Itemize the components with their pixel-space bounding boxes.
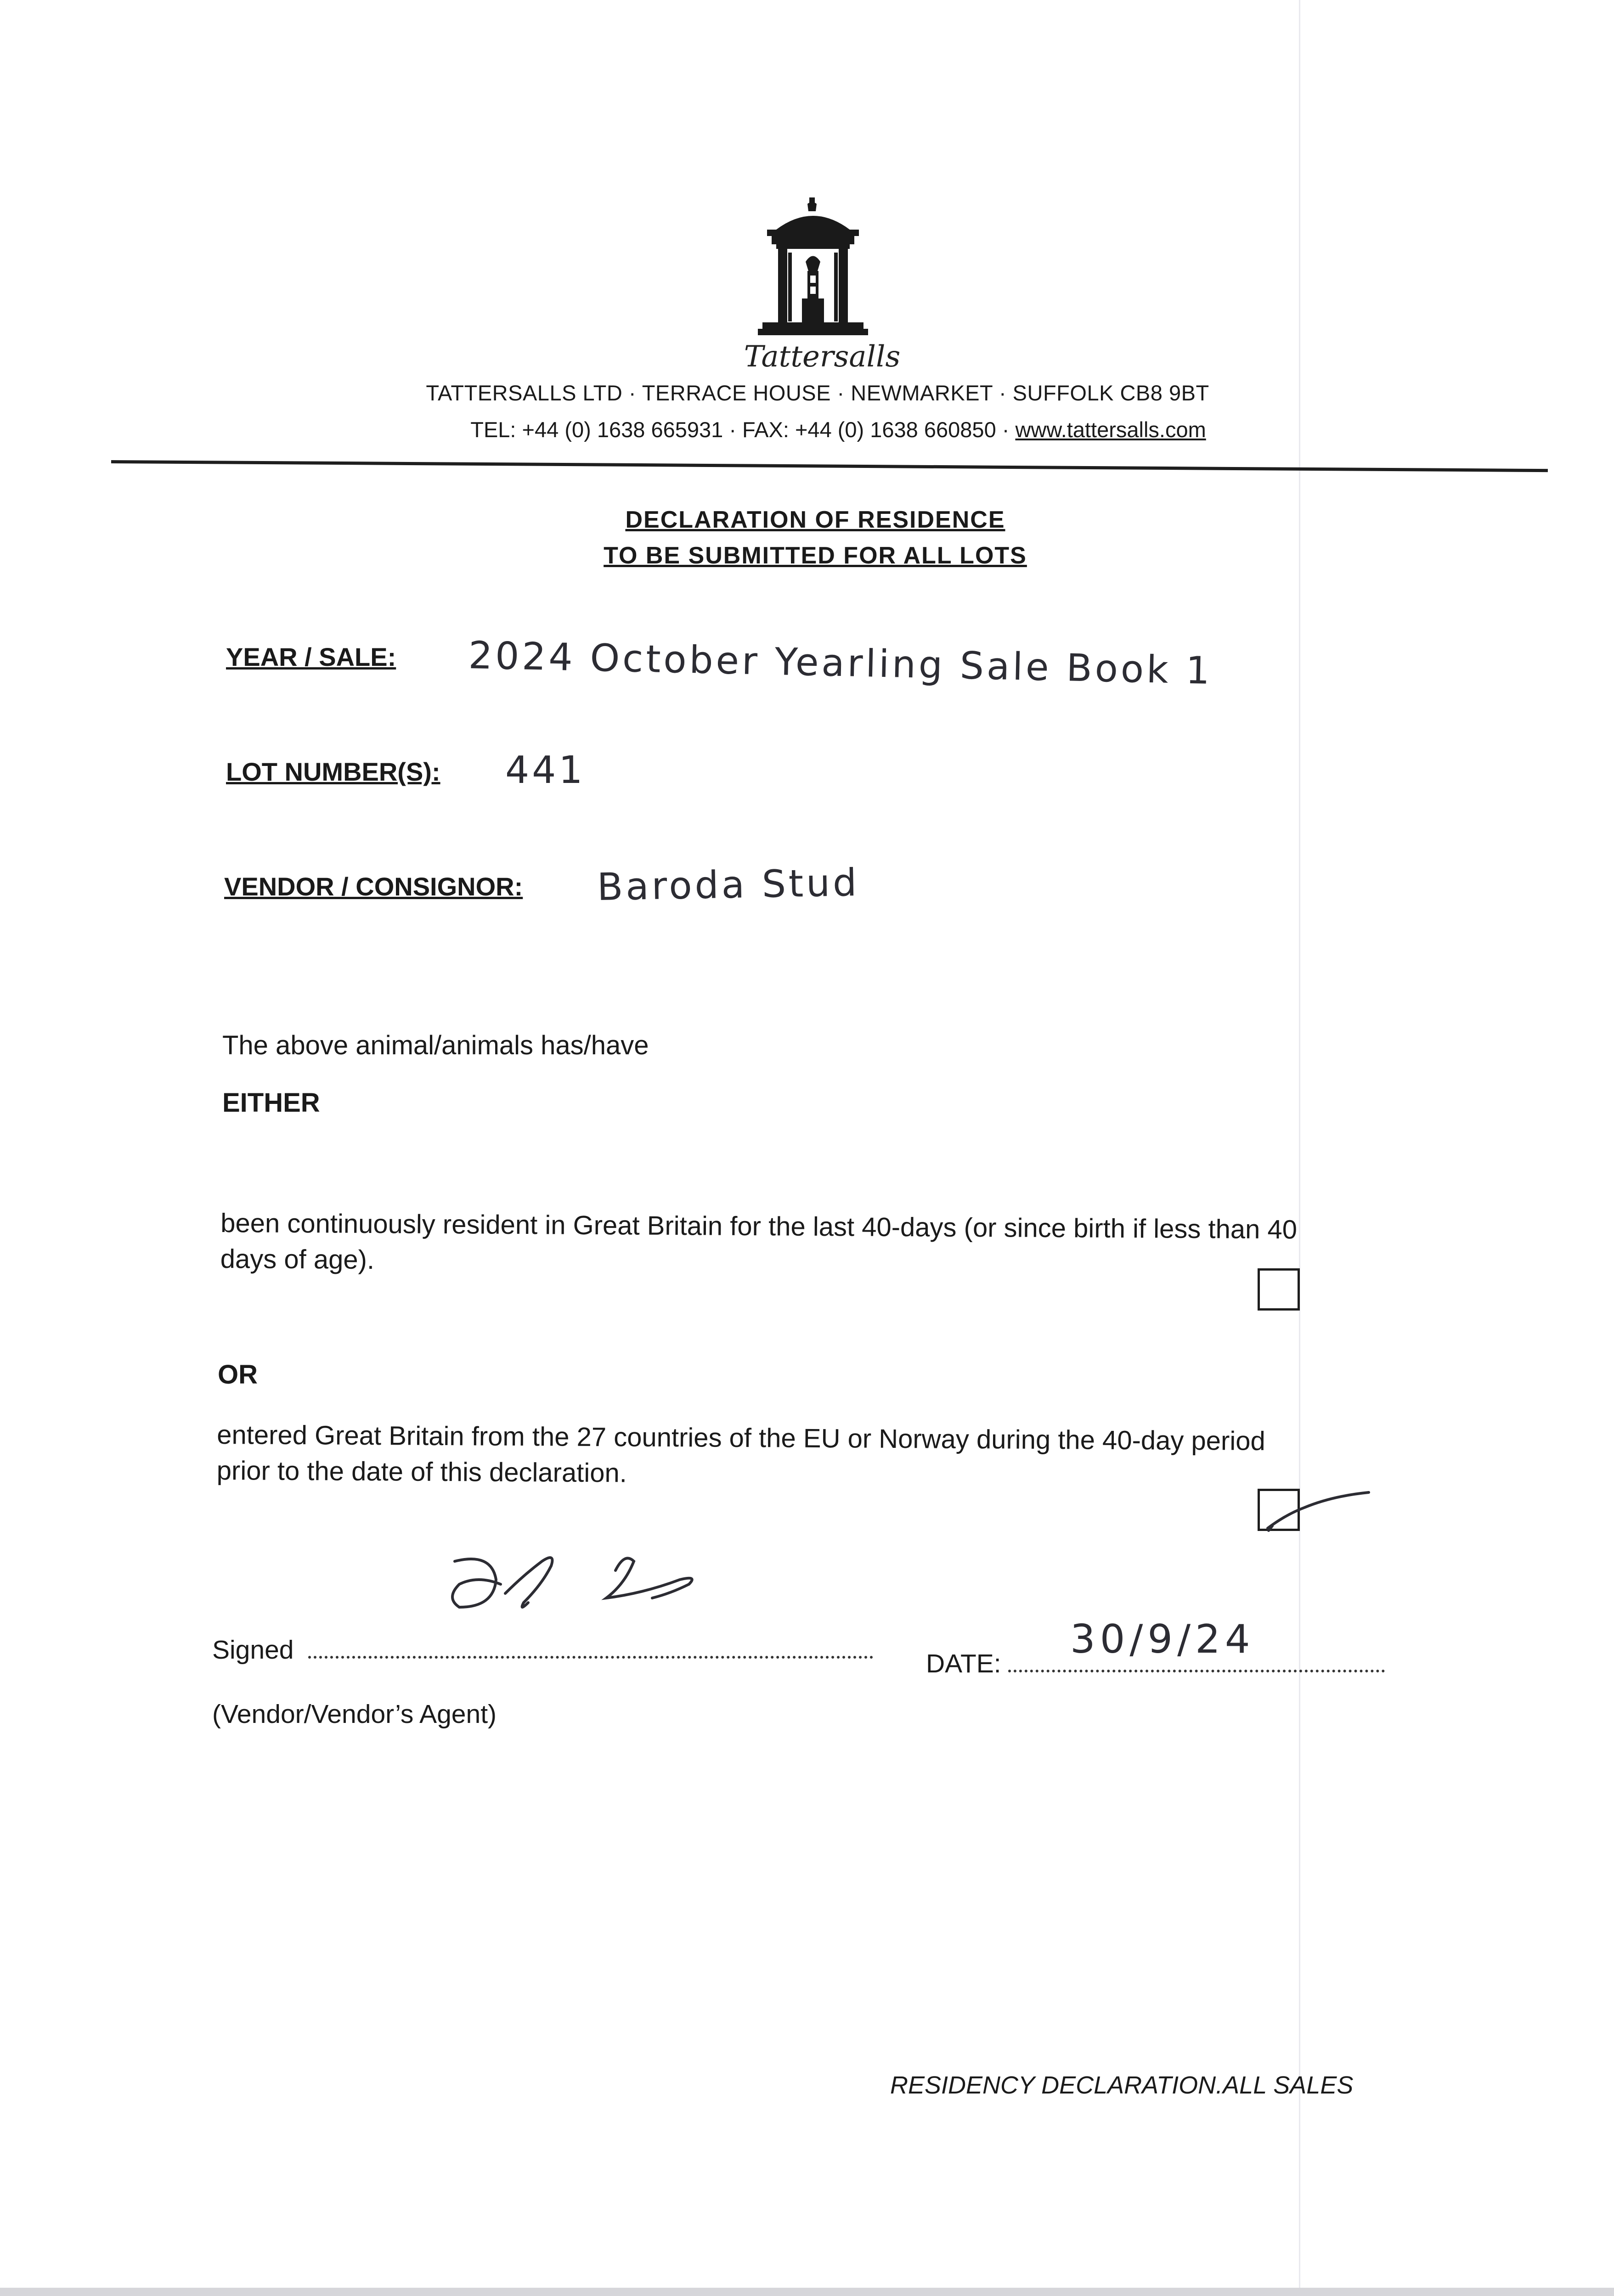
handwritten-signature	[441, 1543, 735, 1626]
date-line[interactable]	[1008, 1670, 1385, 1672]
signature-line[interactable]	[308, 1656, 873, 1659]
option1-line1: been continuously resident in Great Britain for the last 40-days (or since birth if less than 40	[220, 1208, 1298, 1245]
header-divider	[111, 460, 1548, 472]
website-link[interactable]: www.tattersalls.com	[1015, 417, 1206, 442]
option1-line2: days of age).	[220, 1244, 375, 1275]
option2-text	[217, 1417, 1411, 1496]
year-sale-label: YEAR / SALE:	[226, 642, 396, 671]
signed-label: Signed	[212, 1635, 294, 1665]
tattersalls-logo	[758, 197, 868, 344]
company-contact	[344, 417, 1332, 442]
either-heading: EITHER	[222, 1088, 320, 1118]
lot-numbers-value: 441	[505, 748, 586, 792]
option2-line2: prior to the date of this declaration.	[216, 1456, 627, 1488]
year-sale-value: 2024 October Yearling Sale Book 1	[468, 634, 1213, 693]
vendor-label: VENDOR / CONSIGNOR:	[224, 872, 523, 901]
company-address: TATTERSALLS LTD · TERRACE HOUSE · NEWMARKET · SUFFOLK CB8 9BT	[426, 381, 1209, 405]
brand-wordmark: Tattersalls	[744, 340, 901, 374]
date-value: 30/9/24	[1070, 1616, 1255, 1662]
or-heading: OR	[218, 1360, 258, 1390]
form-title: DECLARATION OF RESIDENCE	[625, 506, 1005, 533]
option1-text	[220, 1205, 1406, 1284]
contact-phone-fax: TEL: +44 (0) 1638 665931 · FAX: +44 (0) 1638 660850 ·	[470, 417, 1016, 442]
option2-check-mark	[1258, 1482, 1378, 1537]
option1-checkbox[interactable]	[1258, 1268, 1300, 1311]
scan-artifact-line	[1299, 0, 1300, 2296]
vendor-value: Baroda Stud	[597, 861, 860, 909]
form-subtitle: TO BE SUBMITTED FOR ALL LOTS	[604, 542, 1027, 569]
form-id: RESIDENCY DECLARATION.ALL SALES	[890, 2071, 1354, 2099]
scan-bottom-edge	[0, 2288, 1614, 2296]
date-label: DATE:	[926, 1649, 1001, 1678]
lot-numbers-label: LOT NUMBER(S):	[226, 757, 440, 786]
option2-line1: entered Great Britain from the 27 countries of the EU or Norway during the 40-day period	[217, 1420, 1265, 1456]
signer-role: (Vendor/Vendor’s Agent)	[212, 1699, 497, 1729]
signed-row	[212, 1635, 873, 1665]
statement-intro: The above animal/animals has/have	[222, 1030, 649, 1060]
